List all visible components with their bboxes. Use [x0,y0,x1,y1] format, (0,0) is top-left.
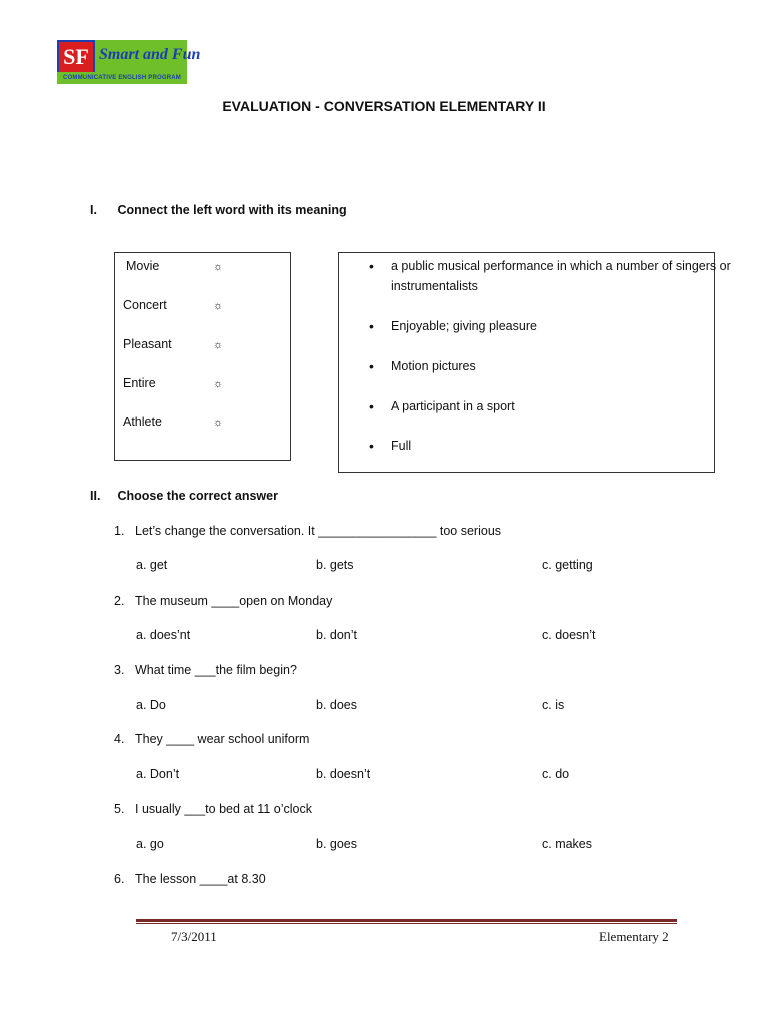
question [114,663,297,677]
answer-option-b: b. don’t [316,628,358,642]
footer-date: 7/3/2011 [171,929,217,944]
bullet-icon: • [369,318,374,334]
sun-icon: ☼ [213,378,224,390]
question [114,594,332,608]
section-2-title: Choose the correct answer [117,489,278,503]
word-item: Athlete [123,415,162,429]
question [114,872,266,886]
answer-option-a: a. get [136,558,168,572]
word-item: Pleasant [123,337,172,351]
logo [57,40,201,84]
question-number: 5. [114,802,125,816]
word-item: Movie [126,259,160,273]
bullet-icon: • [369,438,374,454]
word-item: Concert [123,298,167,312]
question-number: 1. [114,524,125,538]
question [114,802,312,816]
sun-icon: ☼ [213,261,224,273]
definition-item [369,256,731,296]
definition-text: A participant in a sport [391,399,515,413]
bullet-icon: • [369,398,374,414]
answer-option-c: c. getting [542,558,593,572]
section-2-number: II. [90,489,101,503]
answer-option-a: a. Do [136,698,166,712]
section-1-heading [90,203,347,217]
question-text: What time ___the film begin? [135,663,297,677]
section-1-number: I. [90,203,97,217]
answer-option-c: c. do [542,767,570,781]
logo-subtitle: COMMUNICATIVE ENGLISH PROGRAM [57,72,187,84]
logo-name: Smart and Fun [95,40,187,74]
definition-text: Enjoyable; giving pleasure [391,319,537,333]
sun-icon: ☼ [213,339,224,351]
question [114,524,501,538]
question-number: 6. [114,872,125,886]
word-item: Entire [123,376,156,390]
answer-option-c: c. is [542,698,565,712]
definition-text: a public musical performance in which a number of singers or instrumentalists [391,259,731,293]
answer-option-a: a. go [136,837,164,851]
question-number: 4. [114,732,125,746]
question-number: 2. [114,594,125,608]
footer-divider [136,919,677,922]
definition-item [369,316,731,336]
definition-text: Motion pictures [391,359,476,373]
answer-option-a: a. Don’t [136,767,180,781]
answer-option-b: b. gets [316,558,354,572]
logo-sf-mark: SF [57,40,95,74]
section-1-title: Connect the left word with its meaning [117,203,347,217]
sun-icon: ☼ [213,300,224,312]
page-title: EVALUATION - CONVERSATION ELEMENTARY II [222,98,546,114]
answer-option-a: a. does’nt [136,628,191,642]
answer-option-b: b. doesn’t [316,767,371,781]
definition-text: Full [391,439,412,453]
question-text: The museum ____open on Monday [135,594,333,608]
bullet-icon: • [369,258,374,274]
definition-item [369,396,731,416]
answer-option-c: c. makes [542,837,593,851]
answer-option-c: c. doesn’t [542,628,596,642]
footer-divider-thin [136,923,677,924]
question-text: The lesson ____at 8.30 [135,872,266,886]
question-number: 3. [114,663,125,677]
sun-icon: ☼ [213,417,224,429]
question-text: I usually ___to bed at 11 o’clock [135,802,312,816]
question-text: They ____ wear school uniform [135,732,310,746]
answer-option-b: b. goes [316,837,358,851]
question-text: Let’s change the conversation. It _________________ too serious [135,524,502,538]
definition-item [369,356,731,376]
section-2-heading [90,489,278,503]
bullet-icon: • [369,358,374,374]
footer-level: Elementary 2 [599,929,669,944]
answer-option-b: b. does [316,698,358,712]
definition-box [338,252,731,473]
question [114,732,309,746]
definition-item [369,436,731,456]
word-box [114,252,291,461]
